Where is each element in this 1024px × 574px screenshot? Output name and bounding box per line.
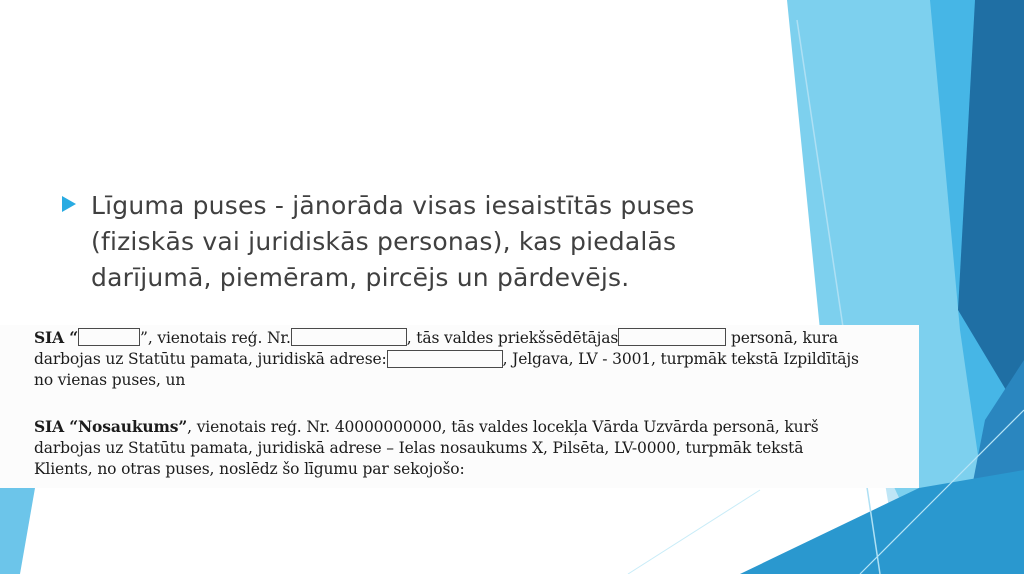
- text-segment: ”, vienotais reģ. Nr.: [140, 329, 291, 347]
- triangle-bullet-icon: [62, 196, 76, 212]
- blank-field: [291, 328, 407, 346]
- paragraph-line: [34, 349, 914, 371]
- paragraph-line: darbojas uz Statūtu pamata, juridiskā adrese – Ielas nosaukums X, Pilsēta, LV-0000, turpmāk tekstā: [34, 438, 804, 457]
- contract-party-2-paragraph: [34, 416, 914, 481]
- text-segment: SIA “: [34, 328, 79, 347]
- paragraph-line: [34, 416, 914, 438]
- contract-party-1-paragraph: [34, 327, 914, 392]
- bullet-item: [62, 188, 742, 296]
- text-segment: , Jelgava, LV - 3001, turpmāk tekstā Izpildītājs: [502, 349, 859, 368]
- deco-shape-bottom-left: [0, 488, 35, 574]
- paragraph-line: [34, 327, 914, 349]
- blank-field: [387, 350, 503, 368]
- blank-field: [78, 328, 140, 346]
- bullet-text: Līguma puses - jānorāda visas iesaistītās puses (fiziskās vai juridiskās personas), kas piedalās darījumā, piemēram, pircējs un pārdevējs.: [91, 191, 695, 292]
- text-segment: no vienas puses, un: [34, 371, 186, 389]
- paragraph-line: [34, 370, 914, 392]
- contract-excerpt-image: [0, 325, 919, 488]
- blank-field: [618, 328, 726, 346]
- text-segment: personā, kura: [726, 329, 838, 347]
- text-segment: , vienotais reģ. Nr. 40000000000, tās valdes locekļa Vārda Uzvārda personā, kurš: [187, 418, 819, 436]
- company-name: SIA “Nosaukums”: [34, 417, 188, 436]
- deco-line-3: [628, 490, 760, 574]
- text-segment: darbojas uz Statūtu pamata, juridiskā adrese:: [34, 349, 387, 368]
- text-segment: , tās valdes priekšsēdētājas: [406, 329, 619, 347]
- paragraph-line: Klients, no otras puses, noslēdz šo līgumu par sekojošo:: [34, 460, 465, 478]
